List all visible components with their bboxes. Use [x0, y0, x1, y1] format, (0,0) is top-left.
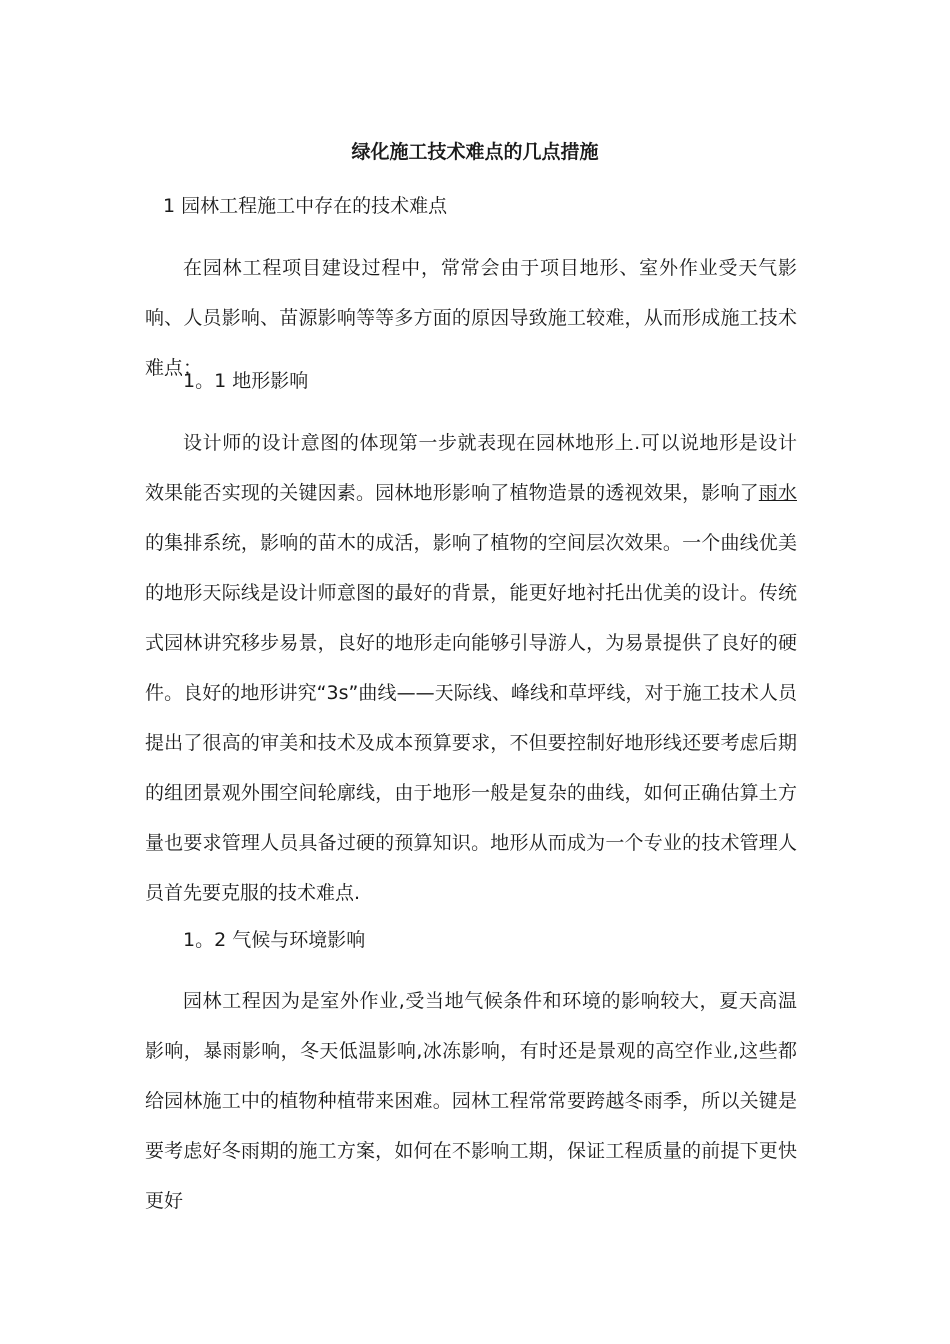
section-1-intro-paragraph: 在园林工程项目建设过程中，常常会由于项目地形、室外作业受天气影响、人员影响、苗源影响等等多方面的原因导致施工较难，从而形成施工技术难点：	[145, 257, 797, 379]
section-1-1-paragraph	[145, 418, 797, 918]
document-title: 绿化施工技术难点的几点措施	[351, 141, 599, 163]
rainwater-link[interactable]: 雨水	[758, 482, 797, 504]
section-heading-1-1: 1。1 地形影响	[183, 370, 309, 392]
section-1-1-text-end: 的集排系统，影响的苗木的成活，影响了植物的空间层次效果。一个曲线优美的地形天际线是设计师意图的最好的背景，能更好地衬托出优美的设计。传统式园林讲究移步易景，良好的地形走向能够引导游人，为易景提供了良好的硬件。良好的地形讲究“3s”曲线——天际线、峰线和草坪线，对于施工技术人员提出了很高的审美和技术及成本预算要求，不但要控制好地形线还要考虑后期的组团景观外围空间轮廓线，由于地形一般是复杂的曲线，如何正确估算土方量也要求管理人员具备过硬的预算知识。地形从而成为一个专业的技术管理人员首先要克服的技术难点.	[145, 532, 797, 904]
section-1-1-text-start: 设计师的设计意图的体现第一步就表现在园林地形上.可以说地形是设计效果能否实现的关键因素。园林地形影响了植物造景的透视效果，影响了	[145, 432, 797, 504]
section-heading-1-2: 1。2 气候与环境影响	[183, 929, 366, 951]
section-heading-1: 1 园林工程施工中存在的技术难点	[163, 195, 448, 217]
section-1-2-paragraph: 园林工程因为是室外作业,受当地气候条件和环境的影响较大，夏天高温影响，暴雨影响，冬天低温影响,冰冻影响，有时还是景观的高空作业,这些都给园林施工中的植物种植带来困难。园林工程常常要跨越冬雨季，所以关键是要考虑好冬雨期的施工方案，如何在不影响工期，保证工程质量的前提下更快更好	[145, 990, 797, 1212]
